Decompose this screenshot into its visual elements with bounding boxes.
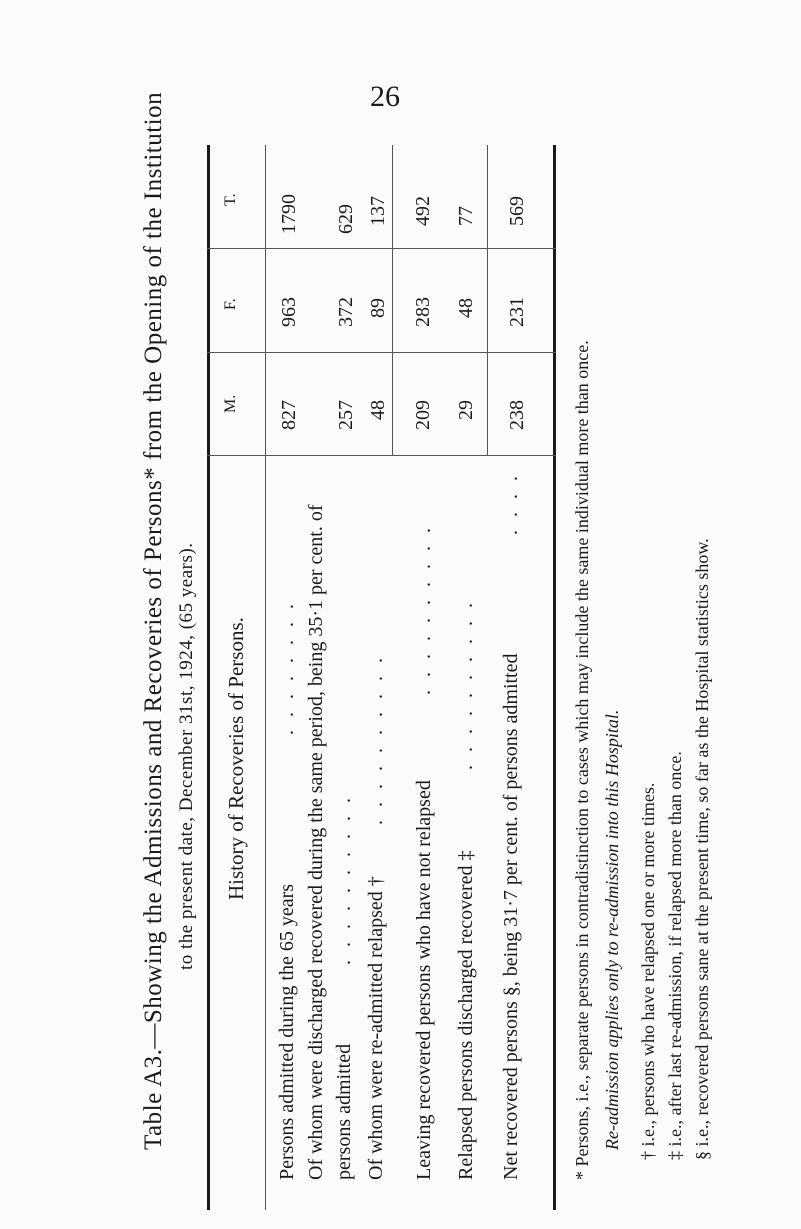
row-1-t: 1790	[278, 194, 300, 234]
header-f: F.	[222, 298, 239, 310]
footnote-2-text: Re-admission applies only to re-admission into this Hospital.	[602, 709, 622, 1150]
row-1-dots: . . . . . . . .	[276, 600, 298, 735]
footnote-4-symbol: ‡	[665, 1151, 685, 1160]
footnote-5-text: i.e., recovered persons sane at the present time, so far as the Hospital statistics show.	[692, 538, 712, 1147]
title-line-1: Table A3.—Showing the Admissions and Recoveries of Persons* from the Opening of the Institution	[140, 91, 167, 1150]
row-2-dots: . . . . . . . . . .	[333, 794, 355, 965]
col-sep-t-f	[207, 248, 556, 249]
row-3-dots: . . . . . . . . . .	[365, 654, 387, 825]
row-1-m: 827	[278, 400, 300, 430]
row-2-label-cont: persons admitted	[333, 1043, 355, 1180]
row-3-label: Of whom were re-admitted relapsed †	[365, 876, 387, 1180]
footnote-4-text: i.e., after last re-admission, if relapsed more than once.	[665, 751, 685, 1147]
row-5-t: 77	[455, 206, 477, 226]
footnote-3-symbol: †	[638, 1151, 658, 1160]
row-6-label: Net recovered persons §, being 31·7 per cent. of persons admitted	[500, 653, 522, 1180]
footnote-1-text: Persons, i.e., separate persons in contradistinction to cases which may include the same individual more than once.	[572, 340, 592, 1167]
footnote-4	[665, 751, 686, 1160]
row-6-m: 238	[506, 400, 528, 430]
footnote-3-text: i.e., persons who have relapsed one or more times.	[638, 782, 658, 1147]
row-3-t: 137	[367, 196, 389, 226]
footnote-5	[692, 538, 713, 1160]
row-1-label: Persons admitted during the 65 years	[276, 883, 298, 1180]
row-6-f: 231	[506, 297, 528, 327]
row-6-dots: . . . .	[500, 472, 522, 535]
row-5-f: 48	[455, 298, 477, 318]
row-2-t: 629	[335, 204, 357, 234]
row-2-m: 257	[335, 400, 357, 430]
row-4-label: Leaving recovered persons who have not relapsed	[413, 780, 435, 1180]
header-description: History of Recoveries of Persons.	[224, 617, 248, 900]
row-1-f: 963	[278, 297, 300, 327]
row-5-label: Relapsed persons discharged recovered ‡	[455, 850, 477, 1180]
footnote-2	[602, 710, 623, 1150]
row-4-f: 283	[412, 297, 434, 327]
footnote-3	[638, 783, 659, 1160]
row-3-m: 48	[367, 400, 389, 420]
row-3-f: 89	[367, 298, 389, 318]
title-line-2: to the present date, December 31st, 1924, (65 years).	[176, 542, 197, 970]
col-sep-m-desc	[207, 455, 556, 456]
row-4-dots: . . . . . . . . . .	[413, 524, 435, 695]
table-border-right	[553, 145, 556, 1210]
footnote-1-symbol: *	[572, 1171, 592, 1180]
row-5-m: 29	[455, 400, 477, 420]
table-border-left	[207, 145, 210, 1210]
col-sep-f-m	[207, 352, 556, 353]
row-2-f: 372	[335, 297, 357, 327]
header-t: T.	[222, 193, 239, 206]
header-separator	[265, 145, 266, 1210]
group-sep-1	[392, 145, 393, 455]
row-2-label: Of whom were discharged recovered during the same period, being 35·1 per cent. of	[305, 504, 327, 1180]
page-number: 26	[370, 80, 400, 113]
row-5-dots: . . . . . . . . . .	[455, 599, 477, 770]
header-m: M.	[222, 394, 239, 413]
footnote-1	[572, 340, 593, 1180]
footnote-5-symbol: §	[692, 1151, 712, 1160]
row-4-m: 209	[412, 400, 434, 430]
group-sep-2	[487, 145, 488, 455]
row-6-t: 569	[506, 196, 528, 226]
row-4-t: 492	[412, 196, 434, 226]
